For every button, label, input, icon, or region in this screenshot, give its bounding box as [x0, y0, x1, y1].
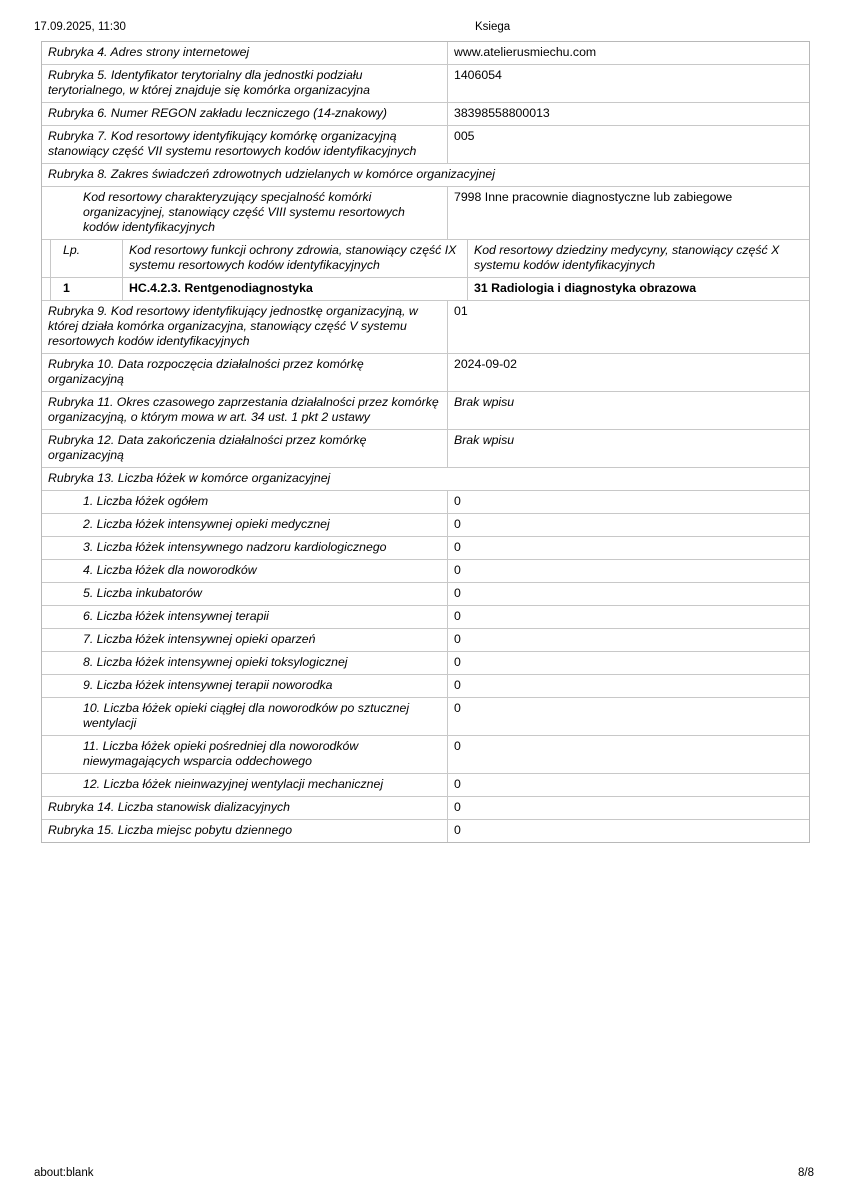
rubric-10-value: 2024-09-02 — [447, 354, 809, 391]
bed-count-value: 0 — [447, 606, 809, 628]
rubric-6-value: 38398558800013 — [447, 103, 809, 125]
bed-count-value: 0 — [447, 675, 809, 697]
bed-count-row — [42, 537, 809, 560]
rubric-15-value: 0 — [447, 820, 809, 842]
rubric-9-row — [42, 301, 809, 354]
rubric-4-label: Rubryka 4. Adres strony internetowej — [48, 45, 250, 59]
rubric-14-label: Rubryka 14. Liczba stanowisk dializacyjnych — [48, 800, 290, 814]
rubric-8-specialty-row — [42, 187, 809, 240]
rubric-4-row — [42, 42, 809, 65]
rubric-14-value: 0 — [447, 797, 809, 819]
bed-count-label: 1. Liczba łóżek ogółem — [83, 494, 209, 508]
rubric-15-label: Rubryka 15. Liczba miejsc pobytu dziennego — [48, 823, 293, 837]
bed-count-value: 0 — [447, 537, 809, 559]
bed-count-label: 8. Liczba łóżek intensywnej opieki toksylogicznej — [83, 655, 348, 669]
rubric-15-row — [42, 820, 809, 842]
rubric-5-row — [42, 65, 809, 103]
bed-count-row — [42, 606, 809, 629]
rubric-8-row — [42, 164, 809, 187]
subtable-row-domain: 31 Radiologia i diagnostyka obrazowa — [467, 278, 809, 300]
rubric-8-specialty-value: 7998 Inne pracownie diagnostyczne lub zabiegowe — [447, 187, 809, 239]
bed-count-value: 0 — [447, 774, 809, 796]
bed-count-row — [42, 698, 809, 736]
rubric-4-value: www.atelierusmiechu.com — [447, 42, 809, 64]
page-number: 8/8 — [798, 1167, 814, 1179]
bed-count-label: 10. Liczba łóżek opieki ciągłej dla noworodków po sztucznej wentylacji — [83, 701, 410, 730]
rubric-5-label: Rubryka 5. Identyfikator terytorialny dla jednostki podziału terytorialnego, w której znajduje się komórka organizacyjna — [48, 68, 370, 97]
bed-count-value: 0 — [447, 583, 809, 605]
rubric-12-row — [42, 430, 809, 468]
bed-count-row — [42, 736, 809, 774]
rubric-10-row — [42, 354, 809, 392]
bed-count-row — [42, 514, 809, 537]
bed-count-value: 0 — [447, 698, 809, 735]
bed-count-row — [42, 583, 809, 606]
subtable-header-function: Kod resortowy funkcji ochrony zdrowia, stanowiący część IX systemu resortowych kodów identyfikacyjnych — [122, 240, 467, 277]
rubric-11-row — [42, 392, 809, 430]
bed-count-value: 0 — [447, 560, 809, 582]
registry-table — [41, 41, 810, 843]
rubric-6-label: Rubryka 6. Numer REGON zakładu leczniczego (14-znakowy) — [48, 106, 387, 120]
bed-count-label: 12. Liczba łóżek nieinwazyjnej wentylacji mechanicznej — [83, 777, 384, 791]
rubric-6-row — [42, 103, 809, 126]
bed-count-value: 0 — [447, 652, 809, 674]
page-title: Ksiega — [475, 21, 511, 33]
bed-count-row — [42, 774, 809, 797]
rubric-13-label: Rubryka 13. Liczba łóżek w komórce organizacyjnej — [48, 471, 331, 485]
rubric-8-subtable-header — [42, 240, 809, 278]
rubric-9-label: Rubryka 9. Kod resortowy identyfikujący jednostkę organizacyjną, w której działa komórka organizacyjna, stanowiący część V systemu resortowych kodów identyfikacyjnych — [48, 304, 418, 348]
rubric-12-value: Brak wpisu — [447, 430, 809, 467]
subtable-header-lp: Lp. — [63, 243, 81, 257]
bed-count-value: 0 — [447, 736, 809, 773]
rubric-10-label: Rubryka 10. Data rozpoczęcia działalności przez komórkę organizacyjną — [48, 357, 364, 386]
rubric-7-row — [42, 126, 809, 164]
bed-count-label: 9. Liczba łóżek intensywnej terapii noworodka — [83, 678, 333, 692]
bed-count-row — [42, 652, 809, 675]
subtable-header-domain: Kod resortowy dziedziny medycyny, stanowiący część X systemu kodów identyfikacyjnych — [467, 240, 809, 277]
print-datetime: 17.09.2025, 11:30 — [34, 21, 126, 33]
footer-url: about:blank — [34, 1167, 94, 1179]
bed-count-value: 0 — [447, 629, 809, 651]
subtable-row-function: HC.4.2.3. Rentgenodiagnostyka — [122, 278, 467, 300]
bed-count-row — [42, 675, 809, 698]
rubric-8-specialty-label: Kod resortowy charakteryzujący specjalność komórki organizacyjnej, stanowiący część VIII systemu resortowych kodów identyfikacyjnych — [83, 190, 405, 234]
bed-count-label: 5. Liczba inkubatorów — [83, 586, 202, 600]
bed-count-value: 0 — [447, 514, 809, 536]
bed-count-row — [42, 629, 809, 652]
bed-count-label: 3. Liczba łóżek intensywnego nadzoru kardiologicznego — [83, 540, 387, 554]
subtable-row-lp: 1 — [63, 281, 70, 295]
rubric-5-value: 1406054 — [447, 65, 809, 102]
bed-count-label: 11. Liczba łóżek opieki pośredniej dla noworodków niewymagających wsparcia oddechowego — [83, 739, 359, 768]
bed-count-label: 4. Liczba łóżek dla noworodków — [83, 563, 257, 577]
rubric-13-row — [42, 468, 809, 491]
rubric-7-label: Rubryka 7. Kod resortowy identyfikujący komórkę organizacyjną stanowiący część VII systemu resortowych kodów identyfikacyjnych — [48, 129, 417, 158]
bed-count-label: 2. Liczba łóżek intensywnej opieki medycznej — [83, 517, 330, 531]
rubric-12-label: Rubryka 12. Data zakończenia działalności przez komórkę organizacyjną — [48, 433, 367, 462]
rubric-8-label: Rubryka 8. Zakres świadczeń zdrowotnych udzielanych w komórce organizacyjnej — [48, 167, 495, 181]
rubric-8-subtable-row — [42, 278, 809, 301]
bed-count-row — [42, 491, 809, 514]
rubric-14-row — [42, 797, 809, 820]
rubric-11-value: Brak wpisu — [447, 392, 809, 429]
bed-count-value: 0 — [447, 491, 809, 513]
rubric-11-label: Rubryka 11. Okres czasowego zaprzestania działalności przez komórkę organizacyjną, o którym mowa w art. 34 ust. 1 pkt 2 ustawy — [48, 395, 439, 424]
bed-count-label: 7. Liczba łóżek intensywnej opieki oparzeń — [83, 632, 316, 646]
rubric-7-value: 005 — [447, 126, 809, 163]
bed-count-row — [42, 560, 809, 583]
bed-count-label: 6. Liczba łóżek intensywnej terapii — [83, 609, 269, 623]
rubric-9-value: 01 — [447, 301, 809, 353]
